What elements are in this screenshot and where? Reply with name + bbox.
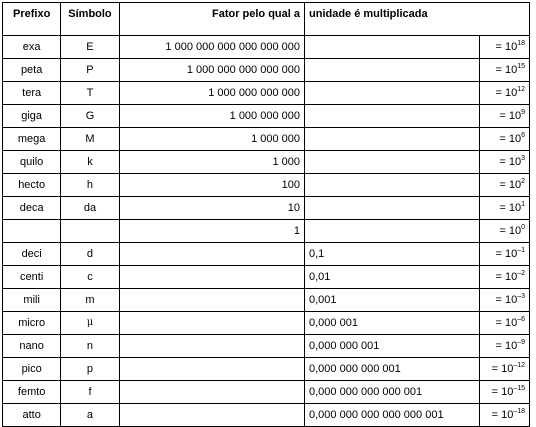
power-of-ten-cell <box>479 82 529 105</box>
factor-large-cell <box>119 289 304 312</box>
symbol-cell: μ <box>61 312 119 335</box>
power-base: = 10 <box>495 317 518 329</box>
factor-large-cell: 1 000 000 <box>119 128 304 151</box>
factor-large-cell: 10 <box>119 197 304 220</box>
power-base: = 10 <box>499 179 522 191</box>
power-exponent: –6 <box>517 316 525 323</box>
power-of-ten-cell <box>479 312 529 335</box>
factor-large-cell <box>119 404 304 427</box>
factor-large-cell: 1 000 000 000 <box>119 105 304 128</box>
symbol-cell: a <box>61 404 119 427</box>
header-prefix: Prefixo <box>3 3 61 36</box>
power-exponent: 3 <box>521 155 525 162</box>
power-base: = 10 <box>495 294 518 306</box>
prefix-cell: pico <box>3 358 61 381</box>
factor-small-cell: 0,000 001 <box>305 312 480 335</box>
symbol-cell: c <box>61 266 119 289</box>
symbol-cell <box>61 220 119 243</box>
factor-large-cell: 100 <box>119 174 304 197</box>
prefix-cell: hecto <box>3 174 61 197</box>
prefix-cell: nano <box>3 335 61 358</box>
factor-large-cell <box>119 243 304 266</box>
symbol-cell: n <box>61 335 119 358</box>
symbol-cell: da <box>61 197 119 220</box>
factor-small-cell <box>305 151 480 174</box>
power-of-ten-cell <box>479 151 529 174</box>
power-of-ten-cell <box>479 59 529 82</box>
factor-small-cell: 0,000 000 001 <box>305 335 480 358</box>
factor-small-cell: 0,000 000 000 001 <box>305 358 480 381</box>
power-of-ten-cell <box>479 197 529 220</box>
factor-small-cell <box>305 197 480 220</box>
table-row <box>3 312 530 335</box>
power-base: = 10 <box>499 156 522 168</box>
header-factor-left: Fator pelo qual a <box>119 3 304 36</box>
symbol-cell: M <box>61 128 119 151</box>
table-row <box>3 105 530 128</box>
factor-small-cell <box>305 128 480 151</box>
factor-large-cell <box>119 358 304 381</box>
table-body <box>3 36 530 427</box>
power-base: = 10 <box>499 202 522 214</box>
power-exponent: 18 <box>517 40 525 47</box>
power-exponent: 6 <box>521 132 525 139</box>
power-base: = 10 <box>495 64 518 76</box>
prefix-cell: micro <box>3 312 61 335</box>
power-base: = 10 <box>495 87 518 99</box>
prefix-cell: centi <box>3 266 61 289</box>
table-row <box>3 404 530 427</box>
power-of-ten-cell <box>479 243 529 266</box>
table-row <box>3 174 530 197</box>
power-of-ten-cell <box>479 105 529 128</box>
table-row <box>3 59 530 82</box>
power-exponent: 9 <box>521 109 525 116</box>
power-of-ten-cell <box>479 220 529 243</box>
prefix-cell: mega <box>3 128 61 151</box>
factor-large-cell <box>119 335 304 358</box>
table-row <box>3 220 530 243</box>
power-of-ten-cell <box>479 381 529 404</box>
factor-large-cell: 1 <box>119 220 304 243</box>
table-row <box>3 381 530 404</box>
header-row <box>3 3 530 36</box>
prefix-cell: peta <box>3 59 61 82</box>
header-factor-right: unidade é multiplicada <box>305 3 530 36</box>
power-base: = 10 <box>499 133 522 145</box>
factor-small-cell: 0,000 000 000 000 000 001 <box>305 404 480 427</box>
power-base: = 10 <box>495 41 518 53</box>
factor-small-cell: 0,01 <box>305 266 480 289</box>
power-base: = 10 <box>491 386 514 398</box>
power-base: = 10 <box>499 110 522 122</box>
power-exponent: 1 <box>521 201 525 208</box>
table-row <box>3 197 530 220</box>
power-base: = 10 <box>495 248 518 260</box>
power-of-ten-cell <box>479 335 529 358</box>
power-of-ten-cell <box>479 266 529 289</box>
table-row <box>3 82 530 105</box>
prefix-cell: mili <box>3 289 61 312</box>
power-of-ten-cell <box>479 358 529 381</box>
power-base: = 10 <box>495 340 518 352</box>
table-row <box>3 289 530 312</box>
factor-small-cell <box>305 82 480 105</box>
power-base: = 10 <box>491 363 514 375</box>
prefix-cell: atto <box>3 404 61 427</box>
factor-large-cell: 1 000 000 000 000 <box>119 82 304 105</box>
table-row <box>3 358 530 381</box>
symbol-cell: f <box>61 381 119 404</box>
symbol-cell: P <box>61 59 119 82</box>
table-row <box>3 335 530 358</box>
symbol-cell: d <box>61 243 119 266</box>
symbol-cell: h <box>61 174 119 197</box>
power-base: = 10 <box>491 409 514 421</box>
symbol-cell: E <box>61 36 119 59</box>
factor-small-cell <box>305 220 480 243</box>
power-of-ten-cell <box>479 289 529 312</box>
factor-small-cell: 0,000 000 000 000 001 <box>305 381 480 404</box>
power-of-ten-cell <box>479 128 529 151</box>
table-row <box>3 128 530 151</box>
symbol-cell: k <box>61 151 119 174</box>
table-row <box>3 151 530 174</box>
table-row <box>3 266 530 289</box>
factor-large-cell <box>119 381 304 404</box>
factor-small-cell <box>305 36 480 59</box>
prefix-cell: deca <box>3 197 61 220</box>
power-exponent: 2 <box>521 178 525 185</box>
power-exponent: 15 <box>517 63 525 70</box>
factor-small-cell: 0,1 <box>305 243 480 266</box>
prefix-cell: quilo <box>3 151 61 174</box>
power-exponent: –2 <box>517 270 525 277</box>
power-of-ten-cell <box>479 174 529 197</box>
symbol-cell: T <box>61 82 119 105</box>
table-row <box>3 36 530 59</box>
power-exponent: –3 <box>517 293 525 300</box>
factor-large-cell: 1 000 000 000 000 000 000 <box>119 36 304 59</box>
factor-large-cell <box>119 312 304 335</box>
symbol-cell: m <box>61 289 119 312</box>
table-row <box>3 243 530 266</box>
symbol-cell: G <box>61 105 119 128</box>
header-symbol: Símbolo <box>61 3 119 36</box>
prefix-cell: tera <box>3 82 61 105</box>
factor-large-cell <box>119 266 304 289</box>
factor-large-cell: 1 000 <box>119 151 304 174</box>
prefix-cell: exa <box>3 36 61 59</box>
power-of-ten-cell <box>479 36 529 59</box>
factor-small-cell <box>305 105 480 128</box>
power-exponent: –1 <box>517 247 525 254</box>
power-base: = 10 <box>495 271 518 283</box>
power-exponent: –18 <box>513 408 525 415</box>
factor-small-cell <box>305 174 480 197</box>
prefix-cell: deci <box>3 243 61 266</box>
prefix-cell: giga <box>3 105 61 128</box>
power-exponent: –9 <box>517 339 525 346</box>
symbol-cell: p <box>61 358 119 381</box>
power-exponent: 0 <box>521 224 525 231</box>
power-exponent: –15 <box>513 385 525 392</box>
si-prefix-table <box>2 2 530 427</box>
factor-large-cell: 1 000 000 000 000 000 <box>119 59 304 82</box>
factor-small-cell <box>305 59 480 82</box>
prefix-cell <box>3 220 61 243</box>
power-base: = 10 <box>499 225 522 237</box>
prefix-cell: femto <box>3 381 61 404</box>
power-exponent: 12 <box>517 86 525 93</box>
power-of-ten-cell <box>479 404 529 427</box>
factor-small-cell: 0,001 <box>305 289 480 312</box>
power-exponent: –12 <box>513 362 525 369</box>
